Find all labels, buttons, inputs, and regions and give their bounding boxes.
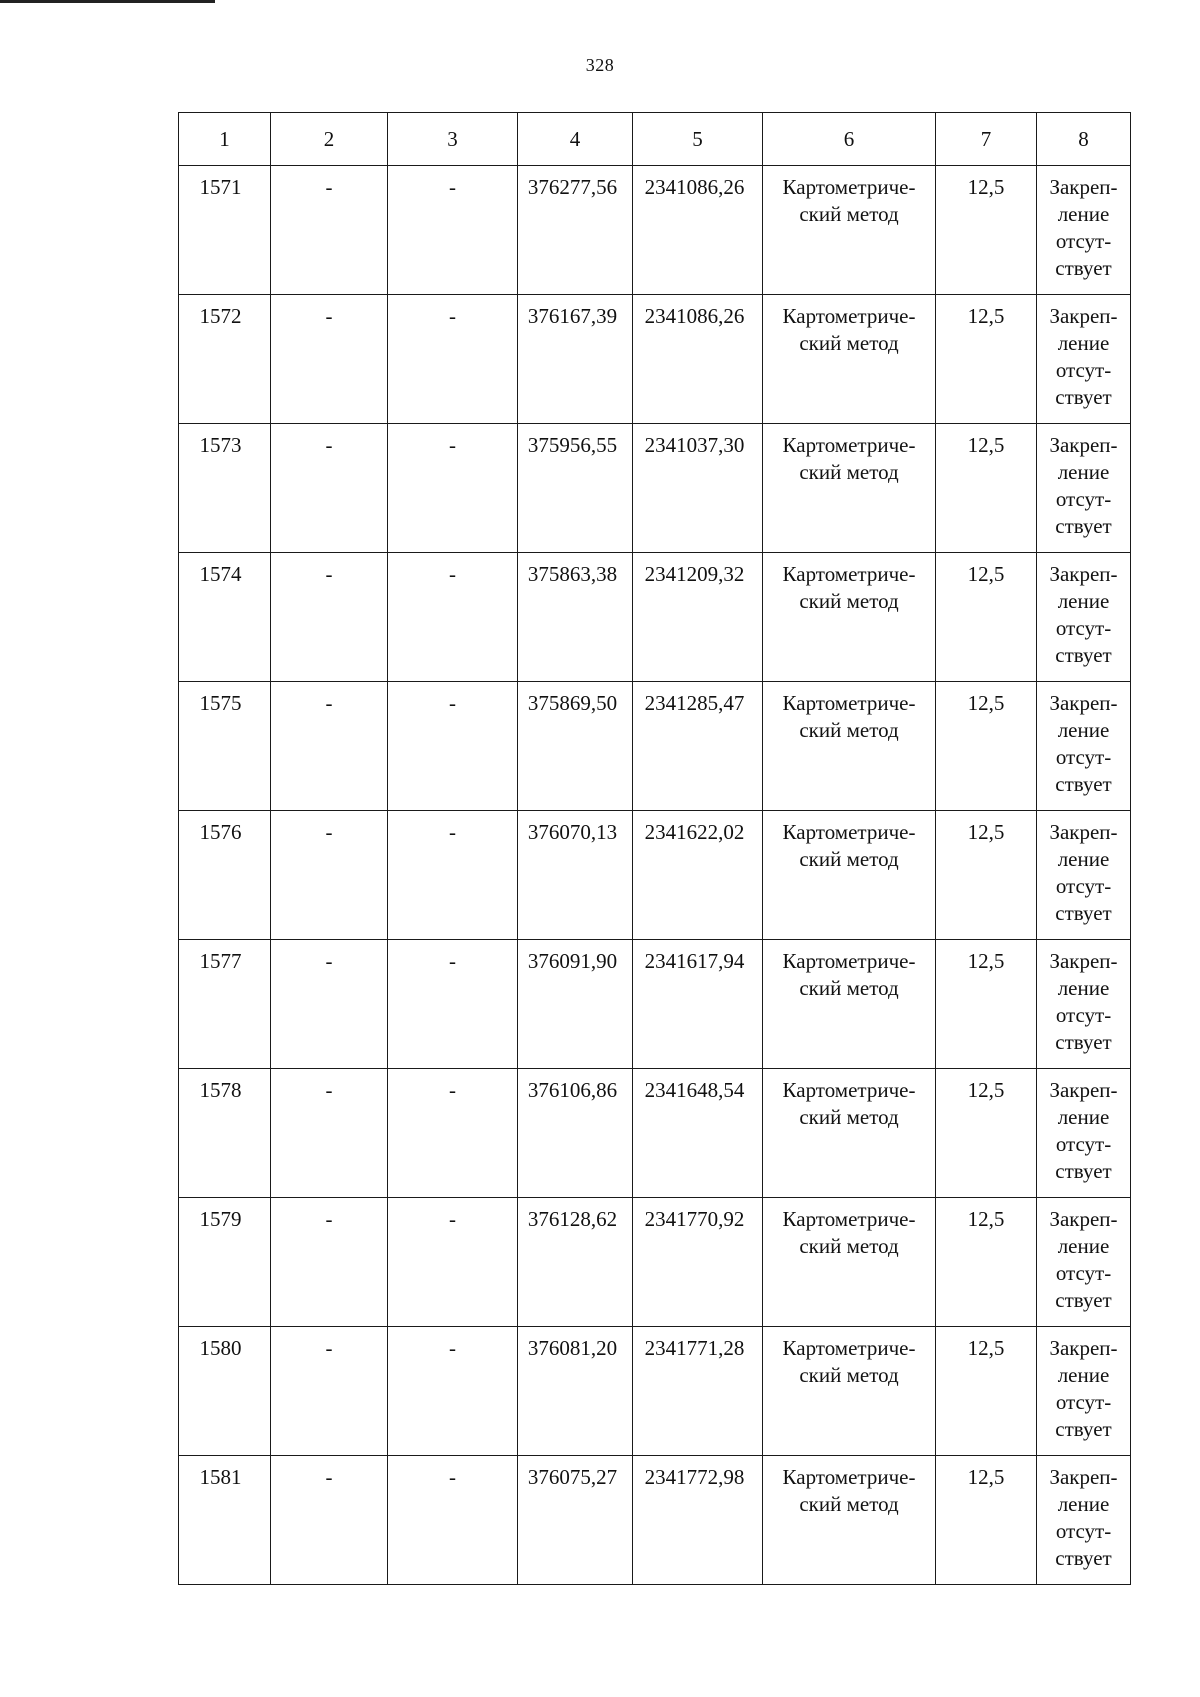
point-number-cell <box>179 1069 271 1198</box>
point-number-cell <box>179 682 271 811</box>
method-cell <box>763 166 936 295</box>
cell-text: 12,5 <box>967 1336 1005 1360</box>
y-coordinate-cell <box>633 166 763 295</box>
cell-text: 12,5 <box>967 562 1005 586</box>
fixing-cell <box>1037 1198 1131 1327</box>
fixing-cell <box>1037 1069 1131 1198</box>
col3-cell <box>388 1327 518 1456</box>
cell-text: 12,5 <box>967 1465 1005 1489</box>
cell-text: Картометриче- ский метод <box>782 949 916 1000</box>
cell-text: 376081,20 <box>527 1336 618 1360</box>
cell-text: Закреп- ление отсут- ствует <box>1049 433 1118 538</box>
column-header: 6 <box>763 113 936 166</box>
cell-text: Картометриче- ский метод <box>782 1465 916 1516</box>
table-row <box>179 295 1131 424</box>
cell-text: Картометриче- ский метод <box>782 691 916 742</box>
x-coordinate-cell <box>518 1327 633 1456</box>
cell-text: Картометриче- ский метод <box>782 1336 916 1387</box>
col3-cell <box>388 166 518 295</box>
col3-cell <box>388 295 518 424</box>
cell-text: 2341285,47 <box>644 691 745 715</box>
cell-text: - <box>449 1207 456 1231</box>
table-row <box>179 682 1131 811</box>
x-coordinate-cell <box>518 424 633 553</box>
col2-cell <box>271 1456 388 1585</box>
point-number-cell <box>179 1327 271 1456</box>
fixing-cell <box>1037 295 1131 424</box>
col3-cell <box>388 1198 518 1327</box>
cell-text: 2341771,28 <box>644 1336 745 1360</box>
x-coordinate-cell <box>518 682 633 811</box>
col3-cell <box>388 682 518 811</box>
y-coordinate-cell <box>633 1069 763 1198</box>
y-coordinate-cell <box>633 424 763 553</box>
cell-text: 1577 <box>199 949 242 973</box>
col2-cell <box>271 811 388 940</box>
col3-cell <box>388 553 518 682</box>
x-coordinate-cell <box>518 553 633 682</box>
col3-cell <box>388 1456 518 1585</box>
fixing-cell <box>1037 424 1131 553</box>
point-number-cell <box>179 295 271 424</box>
cell-text: 375869,50 <box>527 691 618 715</box>
cell-text: 1581 <box>199 1465 242 1489</box>
cell-text: - <box>449 1465 456 1489</box>
column-header: 7 <box>936 113 1037 166</box>
y-coordinate-cell <box>633 295 763 424</box>
table-header <box>179 113 1131 166</box>
cell-text: 12,5 <box>967 433 1005 457</box>
cell-text: - <box>449 304 456 328</box>
cell-text: - <box>449 820 456 844</box>
col2-cell <box>271 940 388 1069</box>
cell-text: Закреп- ление отсут- ствует <box>1049 1336 1118 1441</box>
cell-text: - <box>325 562 333 586</box>
column-header: 5 <box>633 113 763 166</box>
cell-text: 1571 <box>199 175 242 199</box>
cell-text: - <box>449 562 456 586</box>
fixing-cell <box>1037 682 1131 811</box>
cell-text: Картометриче- ский метод <box>782 433 916 484</box>
cell-text: 1573 <box>199 433 242 457</box>
cell-text: 2341770,92 <box>644 1207 745 1231</box>
y-coordinate-cell <box>633 940 763 1069</box>
cell-text: - <box>449 1336 456 1360</box>
cell-text: 2341772,98 <box>644 1465 745 1489</box>
col2-cell <box>271 1327 388 1456</box>
fixing-cell <box>1037 940 1131 1069</box>
y-coordinate-cell <box>633 811 763 940</box>
fixing-cell <box>1037 166 1131 295</box>
table-row <box>179 166 1131 295</box>
accuracy-cell <box>936 1198 1037 1327</box>
method-cell <box>763 682 936 811</box>
cell-text: 12,5 <box>967 1078 1005 1102</box>
table-row <box>179 424 1131 553</box>
cell-text: 2341086,26 <box>644 304 745 328</box>
cell-text: - <box>449 433 456 457</box>
x-coordinate-cell <box>518 166 633 295</box>
cell-text: Закреп- ление отсут- ствует <box>1049 175 1118 280</box>
col3-cell <box>388 1069 518 1198</box>
col3-cell <box>388 811 518 940</box>
column-header: 1 <box>179 113 271 166</box>
cell-text: - <box>325 1465 333 1489</box>
table-row <box>179 1198 1131 1327</box>
cell-text: Закреп- ление отсут- ствует <box>1049 820 1118 925</box>
col2-cell <box>271 1069 388 1198</box>
cell-text: Картометриче- ский метод <box>782 820 916 871</box>
col2-cell <box>271 424 388 553</box>
cell-text: - <box>325 1078 333 1102</box>
accuracy-cell <box>936 1456 1037 1585</box>
cell-text: Картометриче- ский метод <box>782 304 916 355</box>
cell-text: Закреп- ление отсут- ствует <box>1049 1078 1118 1183</box>
cell-text: - <box>325 691 333 715</box>
column-header: 4 <box>518 113 633 166</box>
accuracy-cell <box>936 1327 1037 1456</box>
table-body <box>179 166 1131 1585</box>
cell-text: 2341617,94 <box>644 949 745 973</box>
cell-text: Картометриче- ский метод <box>782 562 916 613</box>
point-number-cell <box>179 166 271 295</box>
cell-text: - <box>449 1078 456 1102</box>
cell-text: 12,5 <box>967 175 1005 199</box>
cell-text: - <box>449 175 456 199</box>
fixing-cell <box>1037 811 1131 940</box>
cell-text: 376167,39 <box>527 304 618 328</box>
scan-edge-mark <box>0 0 215 3</box>
cell-text: 1576 <box>199 820 242 844</box>
fixing-cell <box>1037 553 1131 682</box>
col3-cell <box>388 940 518 1069</box>
x-coordinate-cell <box>518 295 633 424</box>
col2-cell <box>271 166 388 295</box>
fixing-cell <box>1037 1327 1131 1456</box>
method-cell <box>763 553 936 682</box>
page-number: 328 <box>585 55 615 75</box>
cell-text: 376070,13 <box>527 820 618 844</box>
cell-text: - <box>325 820 333 844</box>
cell-text: 12,5 <box>967 820 1005 844</box>
cell-text: 12,5 <box>967 1207 1005 1231</box>
col2-cell <box>271 553 388 682</box>
col2-cell <box>271 1198 388 1327</box>
y-coordinate-cell <box>633 1198 763 1327</box>
cell-text: - <box>325 433 333 457</box>
y-coordinate-cell <box>633 553 763 682</box>
cell-text: Картометриче- ский метод <box>782 1207 916 1258</box>
x-coordinate-cell <box>518 811 633 940</box>
cell-text: 376075,27 <box>527 1465 618 1489</box>
point-number-cell <box>179 1456 271 1585</box>
x-coordinate-cell <box>518 1198 633 1327</box>
fixing-cell <box>1037 1456 1131 1585</box>
cell-text: 12,5 <box>967 691 1005 715</box>
cell-text: Картометриче- ский метод <box>782 1078 916 1129</box>
cell-text: 1572 <box>199 304 242 328</box>
cell-text: - <box>325 1207 333 1231</box>
column-header: 3 <box>388 113 518 166</box>
cell-text: Закреп- ление отсут- ствует <box>1049 949 1118 1054</box>
cell-text: Закреп- ление отсут- ствует <box>1049 304 1118 409</box>
accuracy-cell <box>936 682 1037 811</box>
method-cell <box>763 1069 936 1198</box>
x-coordinate-cell <box>518 1456 633 1585</box>
cell-text: - <box>449 691 456 715</box>
header-row <box>179 113 1131 166</box>
cell-text: 1575 <box>199 691 242 715</box>
point-number-cell <box>179 940 271 1069</box>
cell-text: 375956,55 <box>527 433 618 457</box>
method-cell <box>763 811 936 940</box>
x-coordinate-cell <box>518 1069 633 1198</box>
cell-text: - <box>325 949 333 973</box>
method-cell <box>763 1198 936 1327</box>
cell-text: 2341086,26 <box>644 175 745 199</box>
cell-text: - <box>449 949 456 973</box>
cell-text: 376277,56 <box>527 175 618 199</box>
y-coordinate-cell <box>633 682 763 811</box>
table-row <box>179 1069 1131 1198</box>
cell-text: 2341037,30 <box>644 433 745 457</box>
col2-cell <box>271 295 388 424</box>
method-cell <box>763 940 936 1069</box>
cell-text: 2341622,02 <box>644 820 745 844</box>
point-number-cell <box>179 424 271 553</box>
column-header: 8 <box>1037 113 1131 166</box>
table-row <box>179 1327 1131 1456</box>
accuracy-cell <box>936 424 1037 553</box>
table-row <box>179 811 1131 940</box>
point-number-cell <box>179 553 271 682</box>
column-header: 2 <box>271 113 388 166</box>
cell-text: Закреп- ление отсут- ствует <box>1049 1207 1118 1312</box>
cell-text: Закреп- ление отсут- ствует <box>1049 562 1118 667</box>
cell-text: 2341209,32 <box>644 562 745 586</box>
col3-cell <box>388 424 518 553</box>
y-coordinate-cell <box>633 1456 763 1585</box>
method-cell <box>763 424 936 553</box>
x-coordinate-cell <box>518 940 633 1069</box>
table-row <box>179 1456 1131 1585</box>
accuracy-cell <box>936 295 1037 424</box>
cell-text: 1578 <box>199 1078 242 1102</box>
cell-text: 375863,38 <box>527 562 618 586</box>
point-number-cell <box>179 1198 271 1327</box>
y-coordinate-cell <box>633 1327 763 1456</box>
accuracy-cell <box>936 1069 1037 1198</box>
cell-text: 376091,90 <box>527 949 618 973</box>
accuracy-cell <box>936 553 1037 682</box>
cell-text: Закреп- ление отсут- ствует <box>1049 1465 1118 1570</box>
cell-text: 1574 <box>199 562 242 586</box>
cell-text: Картометриче- ский метод <box>782 175 916 226</box>
cell-text: 2341648,54 <box>644 1078 745 1102</box>
coordinates-table <box>178 112 1131 1585</box>
col2-cell <box>271 682 388 811</box>
cell-text: 1579 <box>199 1207 242 1231</box>
cell-text: - <box>325 1336 333 1360</box>
cell-text: - <box>325 304 333 328</box>
cell-text: Закреп- ление отсут- ствует <box>1049 691 1118 796</box>
cell-text: - <box>325 175 333 199</box>
cell-text: 12,5 <box>967 304 1005 328</box>
accuracy-cell <box>936 811 1037 940</box>
cell-text: 376106,86 <box>527 1078 618 1102</box>
accuracy-cell <box>936 940 1037 1069</box>
accuracy-cell <box>936 166 1037 295</box>
method-cell <box>763 1456 936 1585</box>
cell-text: 1580 <box>199 1336 242 1360</box>
table-row <box>179 553 1131 682</box>
point-number-cell <box>179 811 271 940</box>
table-row <box>179 940 1131 1069</box>
cell-text: 12,5 <box>967 949 1005 973</box>
cell-text: 376128,62 <box>527 1207 618 1231</box>
method-cell <box>763 295 936 424</box>
method-cell <box>763 1327 936 1456</box>
